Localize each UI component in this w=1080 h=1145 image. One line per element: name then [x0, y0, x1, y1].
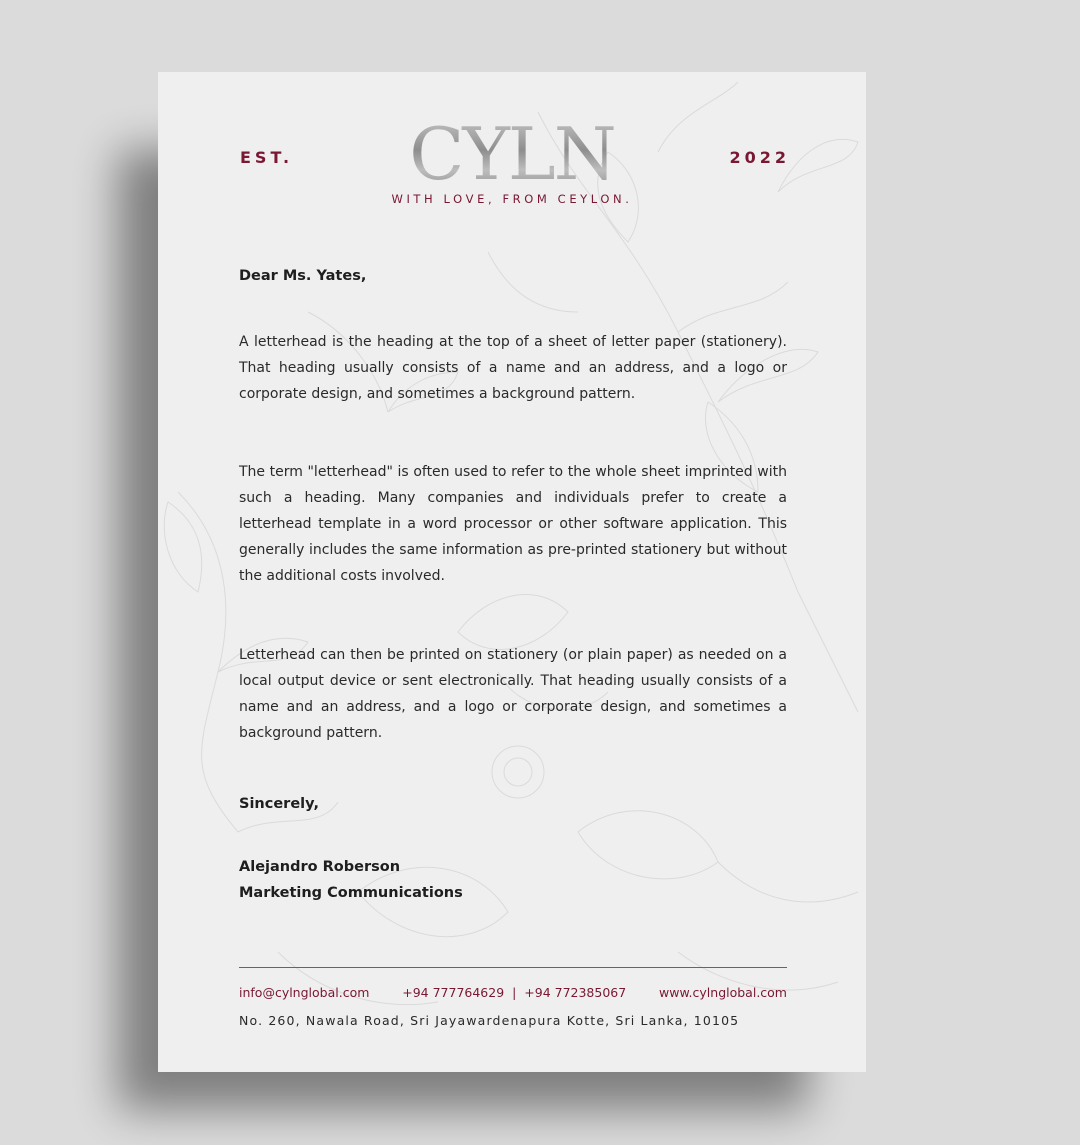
footer-phones: +94 777764629 | +94 772385067 — [402, 985, 627, 1000]
closing: Sincerely, — [239, 796, 319, 812]
footer-website: www.cylnglobal.com — [659, 985, 787, 1000]
footer-email: info@cylnglobal.com — [239, 985, 370, 1000]
letterhead-sheet — [158, 72, 866, 1072]
cyln-logo: CYLN — [158, 114, 866, 194]
tagline: WITH LOVE, FROM CEYLON. — [391, 192, 633, 206]
footer-address: No. 260, Nawala Road, Sri Jayawardenapura Kotte, Sri Lanka, 10105 — [239, 1013, 740, 1028]
body-paragraph-2: The term "letterhead" is often used to refer to the whole sheet imprinted with such a heading. Many companies and individuals prefer to create a letterhead template in a word processor or other software application. This generally includes the same information as pre-printed stationery but without the additional costs involved. — [239, 464, 787, 584]
signature-name: Alejandro Roberson — [239, 859, 401, 875]
signature-title: Marketing Communications — [239, 885, 463, 901]
est-year: 2022 — [729, 148, 790, 167]
body-paragraph-1: A letterhead is the heading at the top of a sheet of letter paper (stationery). That heading usually consists of a name and an address, and a logo or corporate design, and sometimes a background pattern. — [239, 334, 787, 402]
salutation: Dear Ms. Yates, — [239, 268, 367, 284]
footer-divider — [239, 967, 787, 968]
body-paragraph-3: Letterhead can then be printed on stationery (or plain paper) as needed on a local output device or sent electronically. That heading usually consists of a name and an address, and a logo or corporate design, and sometimes a background pattern. — [239, 647, 787, 741]
footer-contact-line — [239, 985, 787, 1000]
